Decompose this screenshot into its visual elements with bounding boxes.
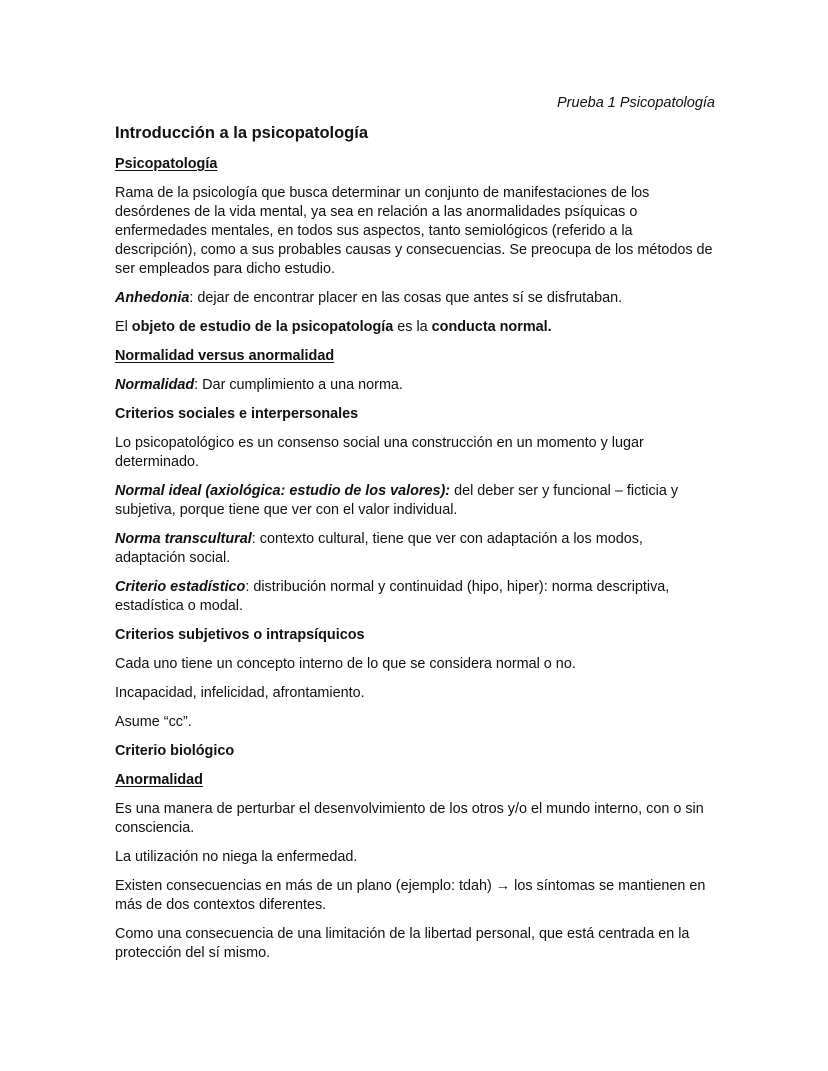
normalidad-text: : Dar cumplimiento a una norma.	[194, 377, 403, 393]
criterio-biologico-heading: Criterio biológico	[115, 743, 235, 759]
criterio-estadistico-text: : distribución normal y continuidad (hipo, hiper): norma descriptiva, estadística o modal.	[115, 579, 670, 614]
section-heading-anormalidad: Anormalidad	[115, 772, 203, 788]
norma-transcultural-text: : contexto cultural, tiene que ver con adaptación a los modos, adaptación social.	[115, 531, 643, 566]
anormalidad-text-2: La utilización no niega la enfermedad.	[115, 849, 358, 865]
normal-ideal-text: del deber ser y funcional – ficticia y subjetiva, porque tiene que ver con el valor individual.	[115, 483, 679, 518]
criterios-subjetivos-text-1: Cada uno tiene un concepto interno de lo que se considera normal o no.	[115, 656, 576, 672]
normal-ideal-term: Normal ideal (axiológica: estudio de los valores):	[115, 483, 451, 499]
objeto-paragraph	[115, 318, 715, 337]
criterios-subjetivos-text-2: Incapacidad, infelicidad, afrontamiento.	[115, 685, 365, 701]
criterios-sociales-text: Lo psicopatológico es un consenso social una construcción en un momento y lugar determinado.	[115, 435, 644, 470]
criterios-subjetivos-heading: Criterios subjetivos o intrapsíquicos	[115, 627, 365, 643]
anormalidad-text-4: Como una consecuencia de una limitación de la libertad personal, que está centrada en la protección del sí mismo.	[115, 926, 690, 961]
criterios-subjetivos-text-3: Asume “cc”.	[115, 714, 192, 730]
running-header: Prueba 1 Psicopatología	[557, 95, 715, 111]
objeto-bold-1: objeto de estudio de la psicopatología	[131, 319, 394, 335]
criterio-estadistico-paragraph	[115, 578, 715, 616]
anhedonia-text: : dejar de encontrar placer en las cosas que antes sí se disfrutaban.	[189, 290, 623, 306]
document-body	[115, 155, 715, 973]
normalidad-paragraph	[115, 376, 715, 395]
anhedonia-term: Anhedonia	[115, 290, 190, 306]
document-title: Introducción a la psicopatología	[115, 124, 369, 142]
anormalidad-text-3: Existen consecuencias en más de un plano (ejemplo: tdah) → los síntomas se mantienen en más de dos contextos diferentes.	[115, 878, 706, 913]
norma-transcultural-paragraph	[115, 530, 715, 568]
criterios-sociales-heading: Criterios sociales e interpersonales	[115, 406, 359, 422]
anormalidad-text-1: Es una manera de perturbar el desenvolvimiento de los otros y/o el mundo interno, con o sin consciencia.	[115, 801, 704, 836]
psicopatologia-definition: Rama de la psicología que busca determinar un conjunto de manifestaciones de los desórdenes de la vida mental, ya sea en relación a las anormalidades psíquicas o enfermedades mentales, en todos sus aspectos, tanto semiológicos (referido a la descripción), como a sus probables causas y consecuencias. Se preocupa de los métodos de ser empleados para dicho estudio.	[115, 185, 713, 277]
objeto-mid: es la	[393, 319, 432, 335]
objeto-bold-2: conducta normal.	[431, 319, 552, 335]
normal-ideal-paragraph	[115, 482, 715, 520]
normalidad-term: Normalidad	[115, 377, 195, 393]
anhedonia-paragraph	[115, 289, 715, 308]
norma-transcultural-term: Norma transcultural	[115, 531, 252, 547]
section-heading-normalidad: Normalidad versus anormalidad	[115, 348, 335, 364]
criterio-estadistico-term: Criterio estadístico	[115, 579, 246, 595]
objeto-prefix: El	[115, 319, 132, 335]
section-heading-psicopatologia: Psicopatología	[115, 156, 218, 172]
